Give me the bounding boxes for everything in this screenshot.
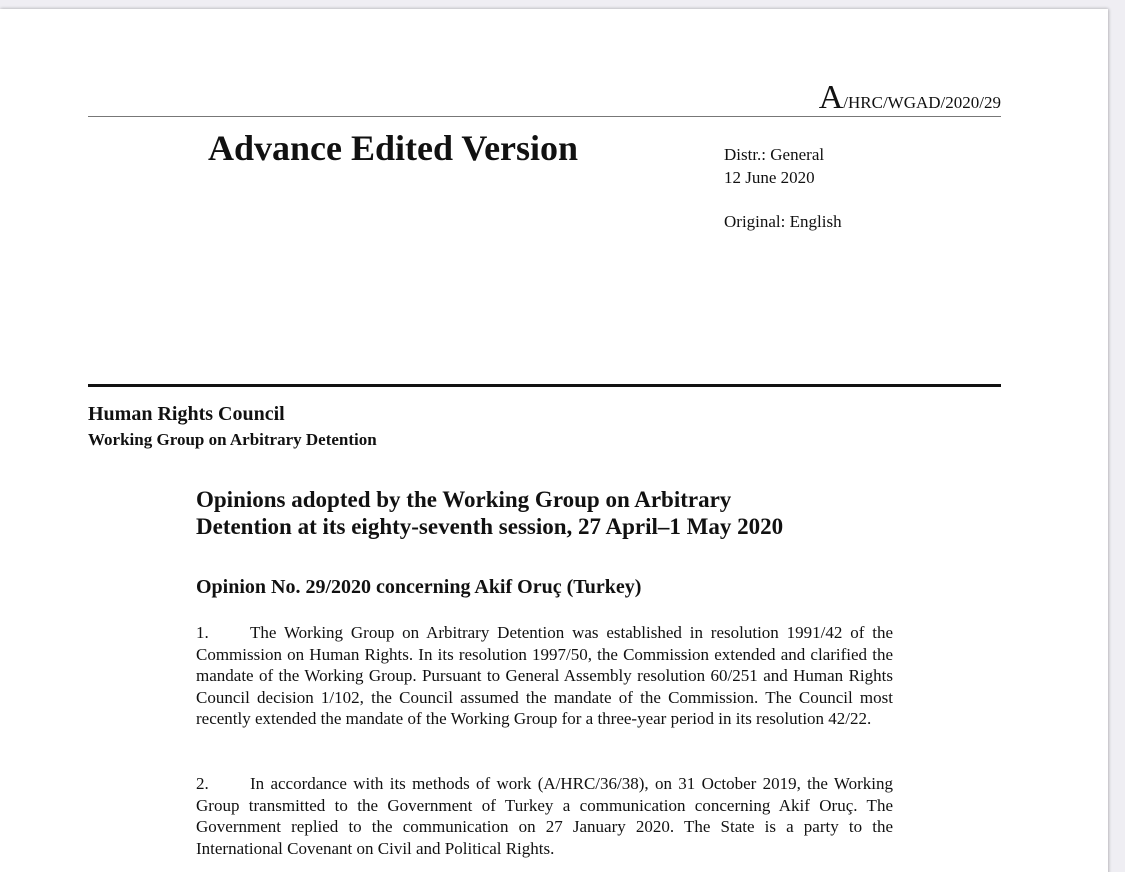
title-line-2: Detention at its eighty-seventh session, 27 April–1 May 2020 [196,514,784,539]
paragraph [196,773,893,859]
sub-body-heading: Working Group on Arbitrary Detention [88,430,377,449]
symbol-rest: /HRC/WGAD/2020/29 [843,93,1001,112]
distribution-block [724,143,842,233]
document-page[interactable] [0,9,1108,872]
advance-edited-banner: Advance Edited Version [208,128,579,168]
paragraph-number: 2. [196,774,209,793]
header-divider [88,116,1001,117]
paragraph [196,622,893,730]
document-title [196,486,916,540]
distribution-label: Distr.: General [724,145,825,164]
document-symbol [819,81,1001,115]
title-line-1: Opinions adopted by the Working Group on Arbitrary [196,487,732,512]
body-heading: Human Rights Council [88,403,285,425]
original-language: Original: English [724,212,842,231]
symbol-prefix: A [818,79,844,116]
paragraph-text: The Working Group on Arbitrary Detention was established in resolution 1991/42 of the Commission on Human Rights. In its resolution 1997/50, the Commission extended and clarified the mandate of the Working Group. Pursuant to General Assembly resolution 60/251 and Human Rights Council decision 1/102, the Council assumed the mandate of the Commission. The Council most recently extended the mandate of the Working Group for a three-year period in its resolution 42/22. [196,623,893,729]
paragraph-number: 1. [196,623,209,642]
section-divider [88,384,1001,387]
opinion-subtitle: Opinion No. 29/2020 concerning Akif Oruç (Turkey) [196,576,642,598]
paragraph-text: In accordance with its methods of work (A/HRC/36/38), on 31 October 2019, the Working Group transmitted to the Government of Turkey a communication concerning Akif Oruç. The Government replied to the communication on 27 January 2020. The State is a party to the International Covenant on Civil and Political Rights. [196,774,893,858]
document-date: 12 June 2020 [724,168,815,187]
